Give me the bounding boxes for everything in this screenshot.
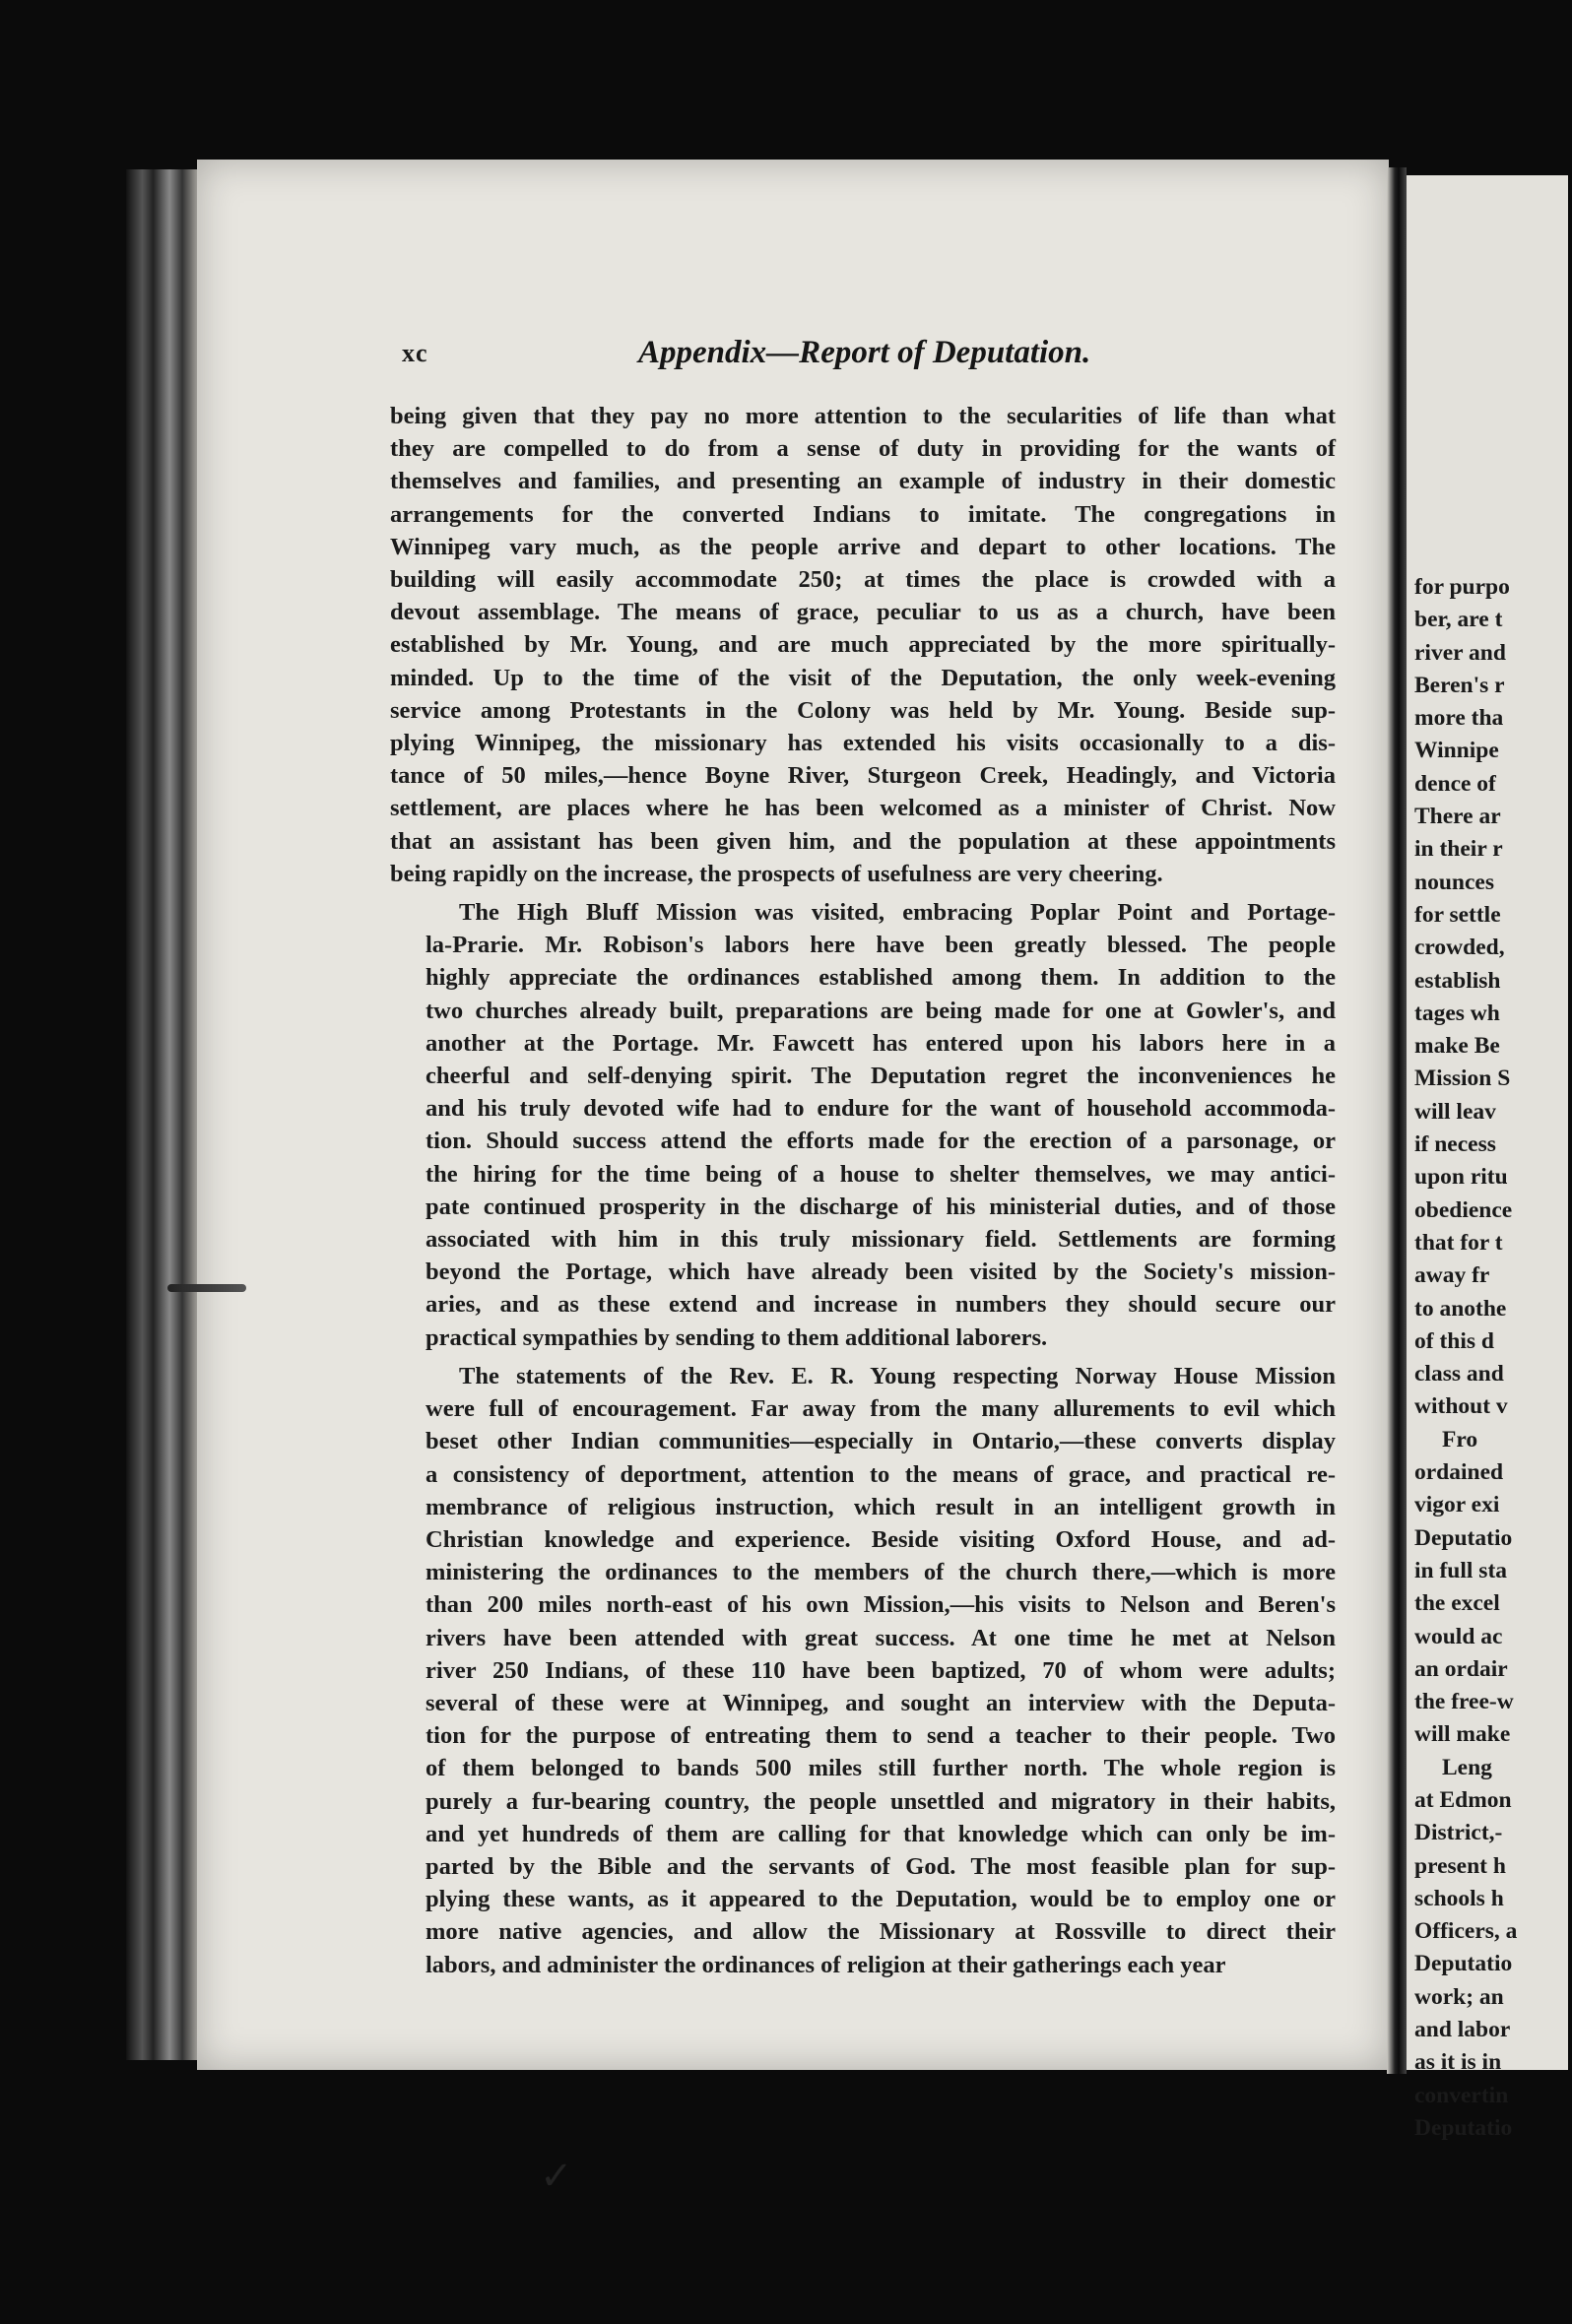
right-page-line: Deputatio (1414, 1524, 1513, 1551)
text-line: la-Prarie. Mr. Robison's labors here have been greatly blessed. The people (426, 932, 1336, 959)
body-text (390, 400, 1336, 1987)
text-line: than 200 miles north-east of his own Mission,—his visits to Nelson and Beren's (426, 1591, 1336, 1619)
right-page-line: There ar (1414, 804, 1501, 830)
paragraph (390, 1360, 1336, 1981)
text-line: plying Winnipeg, the missionary has extended his visits occasionally to a dis- (390, 730, 1336, 757)
right-page-line: for purpo (1414, 574, 1510, 600)
text-line: pate continued prosperity in the discharge of his ministerial duties, and of those (426, 1193, 1336, 1220)
paragraph (390, 400, 1336, 890)
right-page-line: make Be (1414, 1033, 1500, 1060)
text-line: being given that they pay no more attention to the secularities of life than what (390, 403, 1336, 429)
text-line: were full of encouragement. Far away from the many allurements to evil which (426, 1395, 1336, 1423)
right-page-line: more tha (1414, 705, 1504, 732)
page-header (402, 335, 1332, 378)
text-line: another at the Portage. Mr. Fawcett has entered upon his labors here in a (426, 1029, 1336, 1057)
text-line: Winnipeg vary much, as the people arrive and depart to other locations. The (390, 533, 1336, 560)
right-page-line: Leng (1442, 1754, 1492, 1780)
right-page-line: an ordair (1414, 1655, 1508, 1682)
text-line: more native agencies, and allow the Missionary at Rossville to direct their (426, 1918, 1336, 1946)
text-line: tion for the purpose of entreating them to send a teacher to their people. Two (426, 1722, 1336, 1750)
text-line: devout assemblage. The means of grace, peculiar to us as a church, have been (390, 599, 1336, 626)
text-line: and his truly devoted wife had to endure for the want of household accommoda- (426, 1095, 1336, 1123)
right-page-line: the excel (1414, 1590, 1500, 1617)
right-page-line: vigor exi (1414, 1492, 1500, 1518)
text-line: established by Mr. Young, and are much appreciated by the more spiritually- (390, 631, 1336, 659)
page-clip (167, 1284, 246, 1292)
text-line: associated with him in this truly missionary field. Settlements are forming (426, 1226, 1336, 1254)
text-line: being rapidly on the increase, the prospects of usefulness are very cheering. (390, 860, 1163, 887)
right-page-line: crowded, (1414, 935, 1505, 961)
right-page-line: dence of (1414, 770, 1496, 797)
text-line: tance of 50 miles,—hence Boyne River, Sturgeon Creek, Headingly, and Victoria (390, 762, 1336, 790)
right-page-line: in their r (1414, 836, 1503, 863)
right-page-line: establish (1414, 967, 1501, 994)
text-line: aries, and as these extend and increase in numbers they should secure our (426, 1291, 1336, 1319)
text-line: tion. Should success attend the efforts made for the erection of a parsonage, or (426, 1128, 1336, 1155)
right-page-line: convertin (1414, 2082, 1509, 2108)
right-page-line: ber, are t (1414, 607, 1503, 633)
text-line: Christian knowledge and experience. Beside visiting Oxford House, and ad- (426, 1525, 1336, 1553)
paragraph (390, 896, 1336, 1354)
text-line: highly appreciate the ordinances established among them. In addition to the (426, 964, 1336, 992)
right-page-line: would ac (1414, 1623, 1503, 1649)
right-page-line: District,- (1414, 1820, 1503, 1846)
text-line: themselves and families, and presenting an example of industry in their domestic (390, 468, 1336, 495)
right-page-line: class and (1414, 1361, 1504, 1388)
text-line: ministering the ordinances to the members of the church there,—which is more (426, 1559, 1336, 1586)
text-line: practical sympathies by sending to them additional laborers. (426, 1323, 1048, 1351)
right-page-line: nounces (1414, 869, 1494, 895)
right-page-line: without v (1414, 1393, 1508, 1420)
text-line: building will easily accommodate 250; at times the place is crowded with a (390, 566, 1336, 594)
pencil-mark: ✓ (540, 2154, 573, 2198)
text-line: plying these wants, as it appeared to the Deputation, would be to employ one or (426, 1886, 1336, 1913)
right-page-line: Winnipe (1414, 738, 1499, 764)
right-page-line: for settle (1414, 901, 1501, 928)
text-line: minded. Up to the time of the visit of the Deputation, the only week-evening (390, 664, 1336, 691)
page-fold (1387, 167, 1407, 2074)
right-page-line: will leav (1414, 1098, 1496, 1125)
right-page-line: as it is in (1414, 2049, 1502, 2076)
right-page-line: present h (1414, 1852, 1506, 1879)
text-line: rivers have been attended with great success. At one time he met at Nelson (426, 1624, 1336, 1651)
text-line: several of these were at Winnipeg, and sought an interview with the Deputa- (426, 1689, 1336, 1716)
right-page-line: in full sta (1414, 1557, 1508, 1583)
right-page-line: that for t (1414, 1229, 1503, 1256)
text-line: beyond the Portage, which have already been visited by the Society's mission- (426, 1259, 1336, 1286)
text-line: two churches already built, preparations are being made for one at Gowler's, and (426, 997, 1336, 1024)
right-page-line: Officers, a (1414, 1918, 1518, 1945)
right-page-line: at Edmon (1414, 1786, 1512, 1813)
text-line: labors, and administer the ordinances of religion at their gatherings each year (426, 1951, 1226, 1978)
right-page-line: away fr (1414, 1262, 1490, 1289)
right-page-line: ordained (1414, 1459, 1504, 1486)
text-line: settlement, are places where he has been welcomed as a minister of Christ. Now (390, 795, 1336, 822)
right-page-line: Deputatio (1414, 1951, 1513, 1977)
text-line: purely a fur-bearing country, the people unsettled and migratory in their habits, (426, 1787, 1336, 1815)
right-page-line: and labor (1414, 2017, 1511, 2043)
page-number: xc (402, 339, 428, 367)
running-head: Appendix—Report of Deputation. (638, 335, 1091, 370)
text-line: they are compelled to do from a sense of duty in providing for the wants of (390, 435, 1336, 463)
right-page-line: to anothe (1414, 1295, 1507, 1322)
text-line: cheerful and self-denying spirit. The Deputation regret the inconveniences he (426, 1063, 1336, 1090)
right-page-line: obedience (1414, 1196, 1513, 1223)
right-page-line: Fro (1442, 1426, 1478, 1452)
right-page-line: of this d (1414, 1327, 1494, 1354)
text-line: the hiring for the time being of a house to shelter themselves, we may antici- (426, 1160, 1336, 1188)
right-page-line: tages wh (1414, 1000, 1500, 1026)
right-page-line: Mission S (1414, 1065, 1511, 1092)
text-line: arrangements for the converted Indians to imitate. The congregations in (390, 500, 1336, 528)
right-page-line: will make (1414, 1721, 1511, 1748)
text-line: service among Protestants in the Colony was held by Mr. Young. Beside sup- (390, 696, 1336, 724)
right-page-line: upon ritu (1414, 1164, 1508, 1191)
right-page (1407, 175, 1568, 2141)
text-line: The statements of the Rev. E. R. Young respecting Norway House Mission (459, 1362, 1336, 1389)
right-page-line: work; an (1414, 1983, 1504, 2010)
text-line: beset other Indian communities—especially in Ontario,—these converts display (426, 1428, 1336, 1455)
right-page-text (1414, 571, 1572, 2145)
right-page-line: Deputatio (1414, 2114, 1513, 2141)
text-line: The High Bluff Mission was visited, embracing Poplar Point and Portage- (459, 899, 1336, 927)
text-line: and yet hundreds of them are calling for that knowledge which can only be im- (426, 1820, 1336, 1847)
right-page-line: if necess (1414, 1131, 1496, 1158)
right-page-line: schools h (1414, 1885, 1504, 1911)
text-line: a consistency of deportment, attention to the means of grace, and practical re- (426, 1460, 1336, 1488)
right-page-line: Beren's r (1414, 672, 1505, 698)
right-page-line: river and (1414, 639, 1506, 666)
text-line: river 250 Indians, of these 110 have been baptized, 70 of whom were adults; (426, 1656, 1336, 1684)
text-line: membrance of religious instruction, which result in an intelligent growth in (426, 1493, 1336, 1520)
text-line: that an assistant has been given him, and the population at these appointments (390, 827, 1336, 855)
text-line: of them belonged to bands 500 miles still further north. The whole region is (426, 1755, 1336, 1782)
text-line: parted by the Bible and the servants of God. The most feasible plan for sup- (426, 1852, 1336, 1880)
right-page-line: the free-w (1414, 1689, 1514, 1715)
